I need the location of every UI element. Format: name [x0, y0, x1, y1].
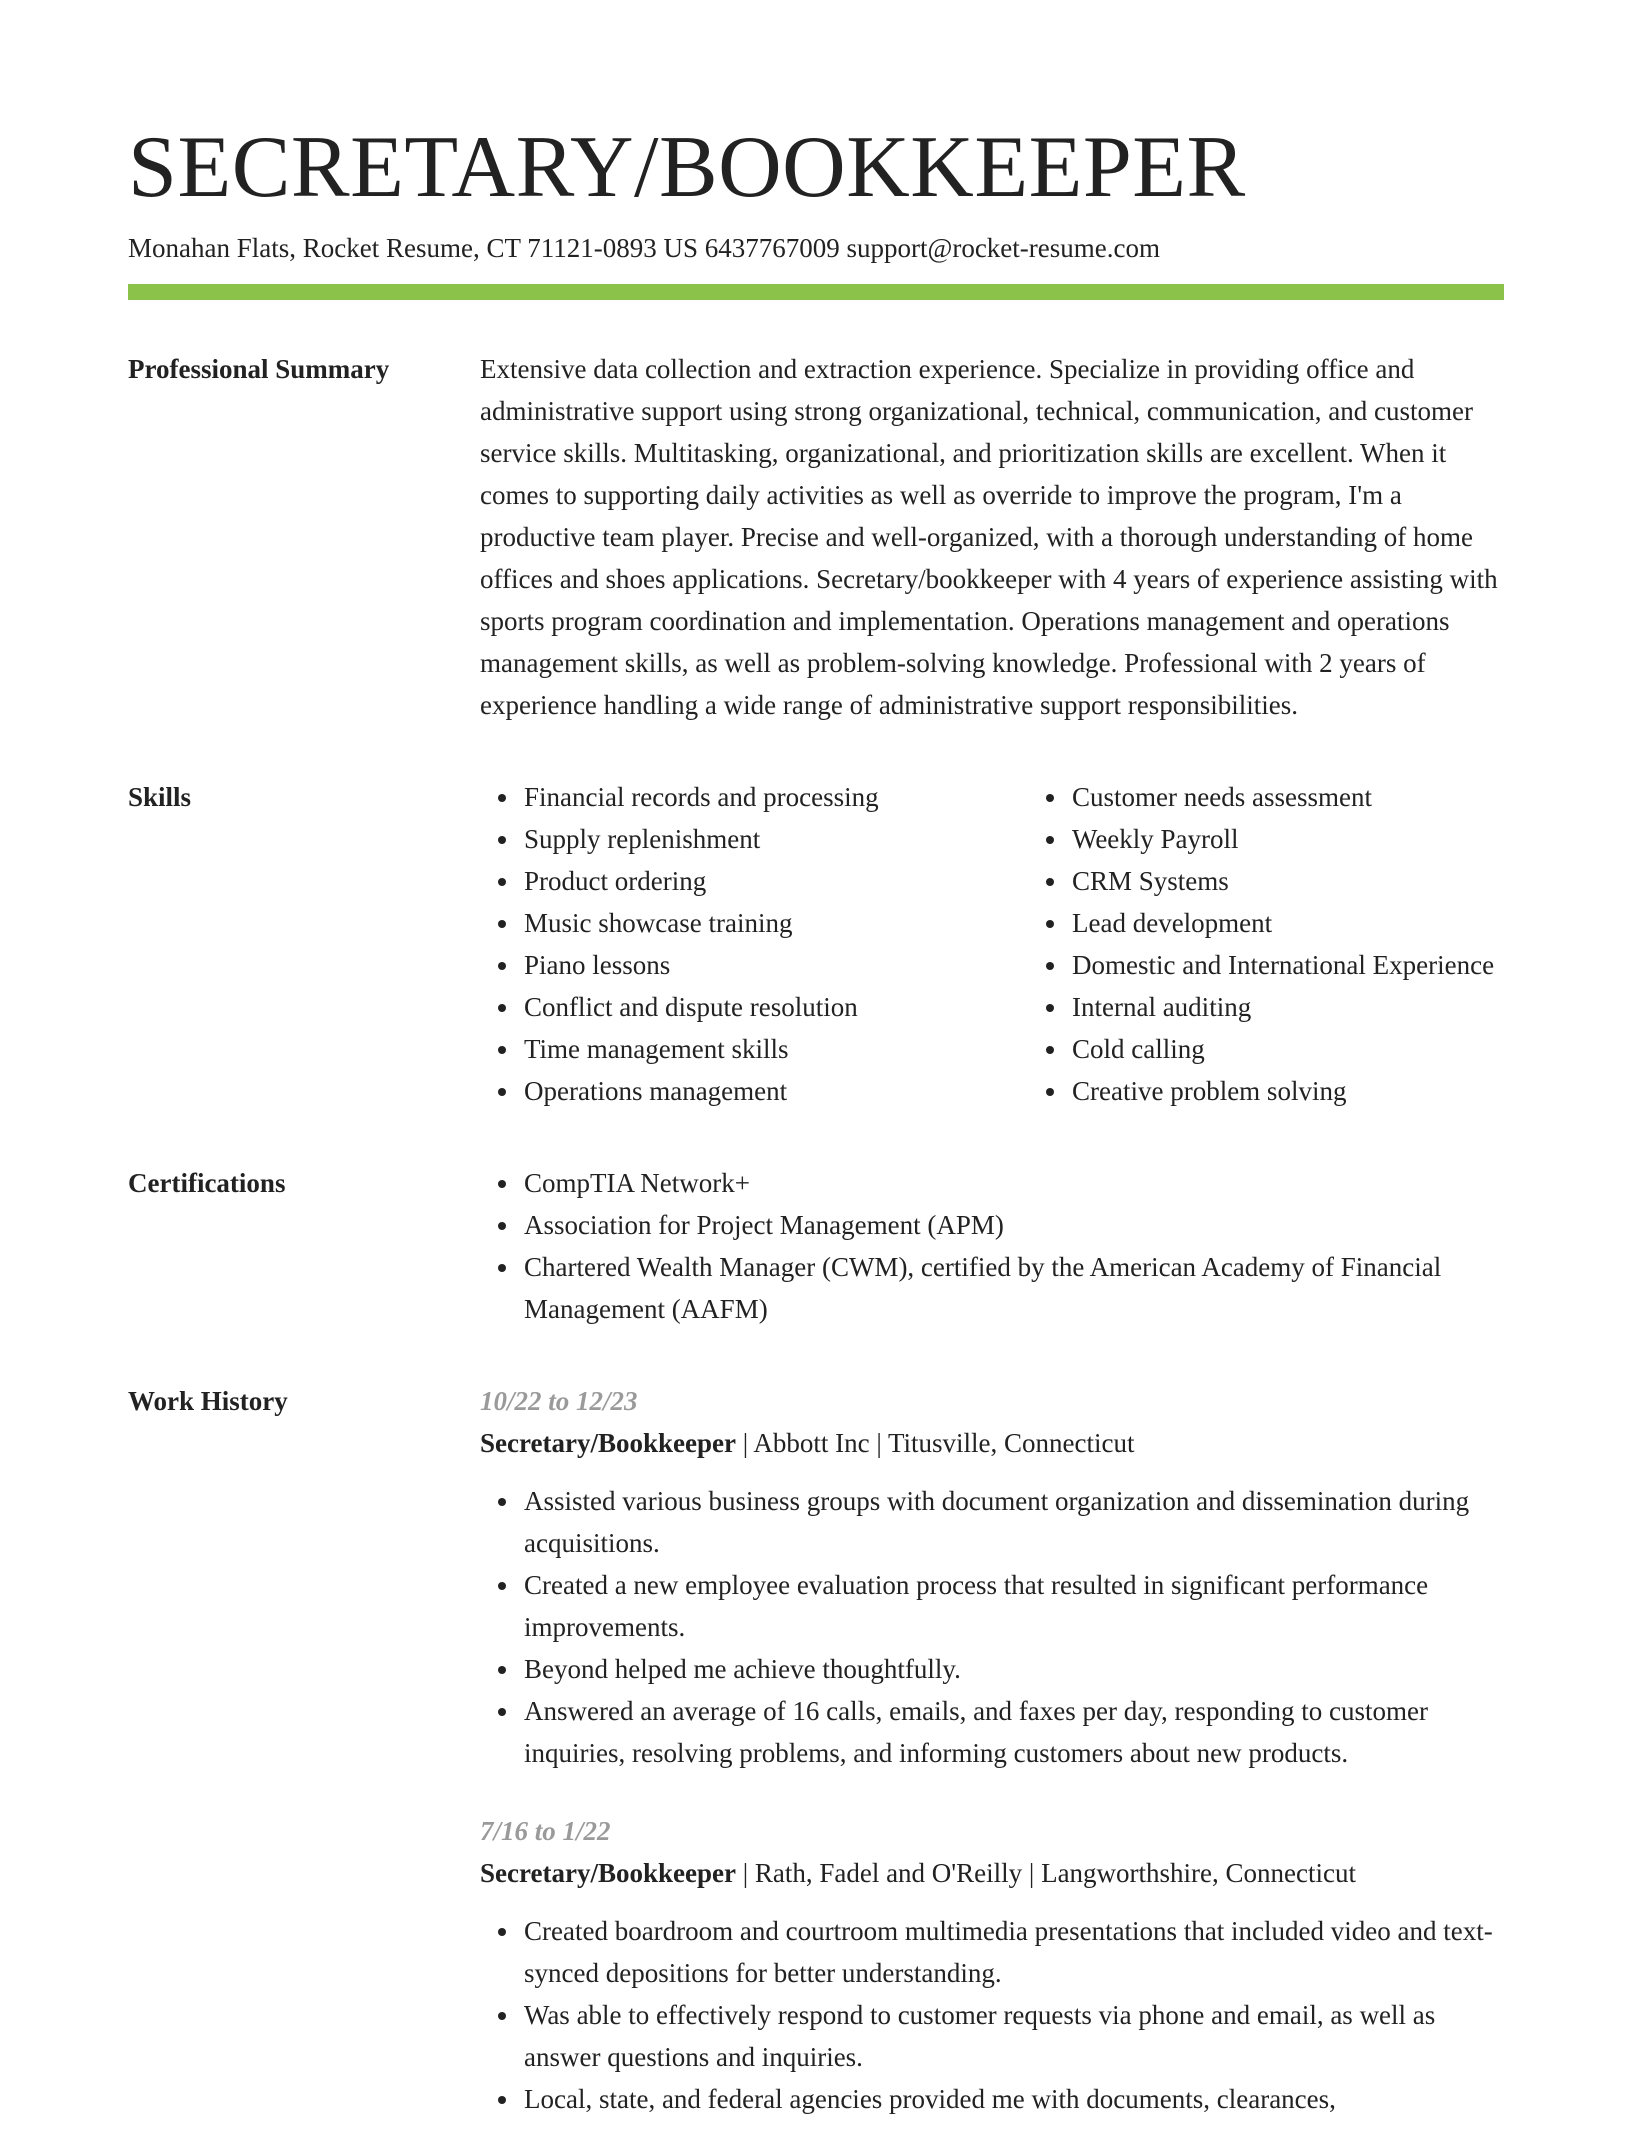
job-employer-location: | Rath, Fadel and O'Reilly | Langworthshire, Connecticut — [735, 1858, 1356, 1888]
job-title: Secretary/Bookkeeper — [480, 1428, 736, 1458]
job-bullet: Answered an average of 16 calls, emails, and faxes per day, responding to customer inquiries, resolving problems, and informing customers about new products. — [524, 1690, 1504, 1774]
skills-column-2 — [1028, 776, 1494, 1112]
job-entry — [480, 1810, 1504, 2120]
job-employer-location: | Abbott Inc | Titusville, Connecticut — [735, 1428, 1135, 1458]
skill-item: Time management skills — [524, 1028, 1028, 1070]
contact-line: Monahan Flats, Rocket Resume, CT 71121-0893 US 6437767009 support@rocket-resume.com — [128, 233, 1160, 263]
skill-item: Conflict and dispute resolution — [524, 986, 1028, 1028]
job-bullet: Was able to effectively respond to customer requests via phone and email, as well as answer questions and inquiries. — [524, 1994, 1504, 2078]
accent-divider — [128, 284, 1504, 300]
skill-item: Weekly Payroll — [1072, 818, 1494, 860]
skill-item: Domestic and International Experience — [1072, 944, 1494, 986]
job-bullet: Beyond helped me achieve thoughtfully. — [524, 1648, 1504, 1690]
work-history-label: Work History — [128, 1386, 288, 1416]
summary-text: Extensive data collection and extraction experience. Specialize in providing office and administrative support using strong organizational, technical, communication, and customer service skills. Multitasking, organizational, and prioritization skills are excellent. When it comes to supporting daily activities as well as override to improve the program, I'm a productive team player. Precise and well-organized, with a thorough understanding of home offices and shoes applications. Secretary/bookkeeper with 4 years of experience assisting with sports program coordination and implementation. Operations management and operations management skills, as well as problem-solving knowledge. Professional with 2 years of experience handling a wide range of administrative support responsibilities. — [480, 354, 1498, 720]
job-bullet: Created boardroom and courtroom multimedia presentations that included video and text-synced depositions for better understanding. — [524, 1910, 1504, 1994]
skill-item: Customer needs assessment — [1072, 776, 1494, 818]
job-bullets — [480, 1910, 1504, 2120]
skills-section — [128, 776, 1504, 1112]
certifications-section — [128, 1162, 1504, 1330]
skills-column-1 — [480, 776, 1028, 1112]
skills-label: Skills — [128, 782, 192, 812]
summary-label: Professional Summary — [128, 354, 390, 384]
skill-item: Cold calling — [1072, 1028, 1494, 1070]
skill-item: Internal auditing — [1072, 986, 1494, 1028]
job-title: Secretary/Bookkeeper — [480, 1858, 736, 1888]
skill-item: Financial records and processing — [524, 776, 1028, 818]
job-bullet: Created a new employee evaluation process that resulted in significant performance improvements. — [524, 1564, 1504, 1648]
skill-item: Product ordering — [524, 860, 1028, 902]
skill-item: Creative problem solving — [1072, 1070, 1494, 1112]
job-dates: 10/22 to 12/23 — [480, 1386, 638, 1416]
job-dates: 7/16 to 1/22 — [480, 1816, 611, 1846]
resume-page — [128, 118, 1504, 2156]
skill-item: CRM Systems — [1072, 860, 1494, 902]
job-bullet: Assisted various business groups with document organization and dissemination during acquisitions. — [524, 1480, 1504, 1564]
skill-item: Music showcase training — [524, 902, 1028, 944]
work-history-section — [128, 1380, 1504, 2156]
certifications-label: Certifications — [128, 1168, 286, 1198]
skill-item: Lead development — [1072, 902, 1494, 944]
job-bullet: Local, state, and federal agencies provided me with documents, clearances, — [524, 2078, 1504, 2120]
skill-item: Supply replenishment — [524, 818, 1028, 860]
certification-item: CompTIA Network+ — [524, 1162, 1504, 1204]
job-bullets — [480, 1480, 1504, 1774]
certifications-list — [480, 1162, 1504, 1330]
job-title-line — [480, 1422, 1504, 1464]
skill-item: Operations management — [524, 1070, 1028, 1112]
job-title-line — [480, 1852, 1504, 1894]
candidate-name: SECRETARY/BOOKKEEPER — [128, 119, 1246, 216]
job-entry — [480, 1380, 1504, 1774]
summary-section — [128, 348, 1504, 726]
certification-item: Association for Project Management (APM) — [524, 1204, 1504, 1246]
certification-item: Chartered Wealth Manager (CWM), certified by the American Academy of Financial Management (AAFM) — [524, 1246, 1504, 1330]
skill-item: Piano lessons — [524, 944, 1028, 986]
